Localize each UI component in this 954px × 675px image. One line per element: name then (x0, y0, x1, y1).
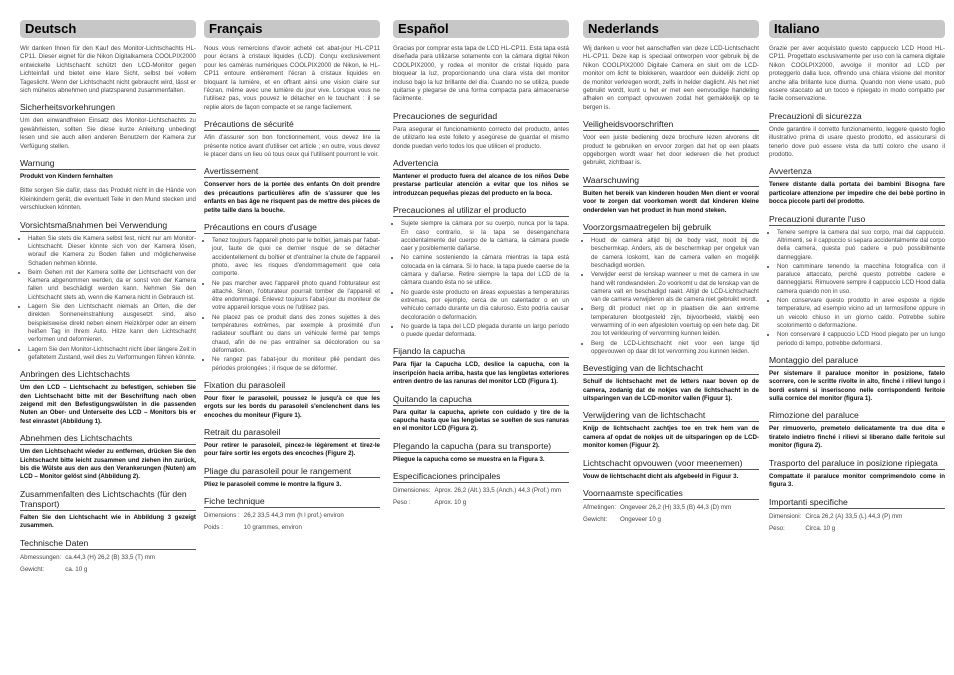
body-text: Voor een juiste bediening deze brochure lezen alvorens dit product te gebruiken en ervoor zorgen dat het op een plaats opgeborgen wordt waar het door iedereen die het product gebruikt, zichtbaar is. (583, 134, 759, 167)
instruction-text: Per rimuoverlo, premetelo delicatamente tra due dita e tiratelo indietro finché i rilievi si liberano dalle feritoie sul monitor (figura 2). (769, 425, 945, 450)
body-text: Onde garantire il corretto funzionamento, leggere questo foglio illustrativo prima di usare questo prodotto, ed assicurarsi di tenerlo dove può essere vista da tutti coloro che usano il prodotto. (769, 125, 945, 159)
spec-row (20, 553, 159, 565)
section-heading: Rimozione del paraluce (769, 410, 945, 422)
list-item: • Lagern Sie den Monitor-Lichtschacht nicht über längere Zeit in gefaltetem Zustand, weil dies zu Verformungen führen könnte. (28, 346, 196, 363)
section-heading: Abnehmen des Lichtschachts (20, 433, 196, 445)
spec-value: ca. 10 g (65, 565, 88, 573)
spec-value: 10 grammes, environ (243, 524, 302, 532)
list-item: • No guarde este producto en áreas expuestas a temperaturas extremas, por ejemplo, cerca de un calentador o en un vehículo cerrado durante un día caluroso. Esto podría causar decoloración o deformación. (401, 289, 569, 322)
list-item: • Ne pas marcher avec l'appareil photo quand l'obturateur est attaché. Sinon, l'obturateur pourrait tomber de l'appareil et être endommagé. Enlevez toujours l'abat-jour du moniteur de votre appareil lorsque vous ne l'utilisez pas. (212, 280, 380, 313)
list-item: • Non camminare tenendo la macchina fotografica con il paraluce attaccato, perché questo potrebbe cadere e danneggiarsi. Rimuovere sempre il cappuccio LCD Hood dalla camera quando non in uso. (777, 263, 945, 296)
section-heading: Pliage du parasoleil pour le rangement (204, 466, 380, 478)
list-item: • Non conservare questo prodotto in aree esposte a rigide temperature, ad esempio vicino ad un termosifone oppure in un veicolo chiuso in un giorno caldo. Potrebbe subire scolorimento o deformazione. (777, 297, 945, 330)
section-heading: Voornaamste specificaties (583, 488, 759, 500)
section-heading: Trasporto del paraluce in posizione ripiegata (769, 458, 945, 470)
section-heading: Precauzioni di sicurezza (769, 111, 945, 123)
spec-value: Aprox. 26,2 (Alt.) 33,5 (Anch.) 44,3 (Prof.) mm (434, 487, 562, 495)
precaution-list (769, 229, 945, 348)
column-deutsch (20, 20, 196, 577)
instruction-text: Para quitar la capucha, apriete con cuidado y tire de la capucha hasta que las lengüetas se suelten de sus ranuras en el monitor LCD (Figura 2). (393, 408, 569, 433)
list-item: • Non conservare il cappuccio LCD Hood piegato per un lungo periodo di tempo, potrebbe deformarsi. (777, 331, 945, 348)
column-italiano (769, 20, 945, 536)
list-item: • Tenere sempre la camera dal suo corpo, mai dal cappuccio. Altrimenti, se il cappuccio si separa accidentalmente dal corpo della camera, questa può cadere e può possibilmente danneggiare. (777, 229, 945, 262)
spec-label: Dimensioni: (769, 512, 802, 520)
section-heading: Fijando la capucha (393, 346, 569, 358)
list-item: • Sujete siempre la cámara por su cuerpo, nunca por la tapa. En caso contrario, si la tapa se desenganchara accidentalmente del cuerpo de la cámara, la cámara puede caer y posiblemente dañarse. (401, 220, 569, 253)
list-item: • Ne rangez pas l'abat-jour du moniteur plié pendant des périodes prolongées ; il risque de se déformer. (212, 356, 380, 373)
instruction-text: Per sistemare il paraluce monitor in posizione, fatelo scorrere, con le scritte rivolte in alto, finché i rilievi lungo i bordi esterni si inseriscono nelle corrispondenti feritoie sulla cornice del monitor (figura 1). (769, 369, 945, 403)
instruction-text: Pliez le parasoleil comme le montre la figure 3. (204, 480, 342, 488)
spec-label: Gewicht: (20, 565, 45, 573)
precaution-list (393, 220, 569, 339)
language-header: Español (393, 20, 569, 38)
spec-value: Ongeveer 26,2 (H) 33,5 (B) 44,3 (D) mm (620, 504, 732, 512)
list-item: • Berg de LCD-Lichtschacht niet voor een lange tijd opgevouwen op daar dit tot vervorming zou kunnen leiden. (591, 340, 759, 357)
instruction-text: Buiten het bereik van kinderen houden Men dient er vooral voor te zorgen dat voorkomen wordt dat kinderen kleine onderdelen van het product in hun mond steken. (583, 189, 759, 214)
instruction-text: Um den Lichtschacht wieder zu entfernen, drücken Sie den Lichtschacht bitte leicht zusammen und ziehen ihn zurück, bis die Wülste aus den aus den Verankerungen (Nuten) am LCD – Monitor gelöst sind (Abbildung 2). (20, 448, 196, 481)
body-text: Afin d'assurer son bon fonctionnement, vous devez lire la présente notice avant d'utiliser cet article ; en outre, vous devez le placer dans un lieu où tous ceux qui l'utilisent pourront le voir. (204, 134, 380, 159)
list-item: • Lagern Sie den Lichtschacht niemals an Orten, die der direkten Sonneneinstrahlung ausgesetzt sind, also beispielsweise direkt neben einem Heizkörper oder an einem heißen Tag in Ihrem Auto. Hitze kann den Lichtschacht verformen und deformieren. (28, 303, 196, 344)
section-heading: Quitando la capucha (393, 394, 569, 406)
spec-label: Abmessungen: (20, 553, 62, 561)
section-heading: Sicherheitsvorkehrungen (20, 102, 196, 114)
list-item: • Tenez toujours l'appareil photo par le boîtier, jamais par l'abat-jour, faute de quoi ce dernier risque de se détacher accidentellement du boîtier et d'entraîner la chute de l'appareil photo, avec les risques d'endommagement que cela comporte. (212, 237, 380, 278)
spec-row (393, 498, 565, 510)
spec-label: Peso: (769, 524, 785, 532)
section-heading: Verwijdering van de lichtschacht (583, 410, 759, 422)
spec-row (393, 486, 565, 498)
section-heading: Précautions de sécurité (204, 119, 380, 131)
instruction-text: Falten Sie den Lichtschacht wie in Abbildung 3 gezeigt zusammen. (20, 513, 196, 530)
spec-value: Ongeveer 10 g (620, 516, 661, 524)
column-francais (204, 20, 380, 535)
section-heading: Plegando la capucha (para su transporte) (393, 441, 569, 453)
instruction-text: Conserver hors de la portée des enfants On doit prendre des précautions particulières afin de s'assurer que les enfants en bas âge ne risquent pas de mettre des pièces de petite taille dans la bouche. (204, 181, 380, 214)
instruction-text: Um den LCD – Lichtschacht zu befestigen, schieben Sie den Lichtschacht bitte mit der Beschriftung nach oben zeigend mit den Befestigungswülsten in die passenden Nuten an Ober- und Unterseite des LCD – Monitors bis er fest einrastet (Abbildung 1). (20, 384, 196, 425)
instruction-text: Mantener el producto fuera del alcance de los niños Debe prestarse particular atención a evitar que los niños se introduzcan pequeñas piezas del producto en la boca. (393, 173, 569, 197)
section-heading: Importanti specifiche (769, 497, 945, 509)
instruction-text: Pliegue la capucha como se muestra en la Figura 3. (393, 455, 545, 463)
precaution-list (20, 235, 196, 362)
section-heading: Montaggio del paraluce (769, 355, 945, 367)
instruction-text: Tenere distante dalla portata dei bambini Bisogna fare particolare attenzione per impedire che dei bebè portino in bocca piccole parti del prodotto. (769, 181, 945, 206)
body-text: Wir danken Ihnen für den Kauf des Monitor-Lichtschachts HL-CP11. Dieser eignet für die Nikon Digitalkamera COOLPIX2000 entwickelte Lichtschacht schützt den LCD-Monitor gegen Lichteinfall und bietet eine klare Sicht, selbst bei vollem Tageslicht. Wenn der Lichtschacht nicht gebraucht wird, lässt er sich mühelos abnehmen und platzsparend zusammenfalten. (20, 45, 196, 95)
spec-table (20, 553, 159, 577)
language-header: Deutsch (20, 20, 196, 38)
list-item: • No camine sosteniendo la cámara mientras la tapa está colocada en la cámara. Si lo hace, la tapa puede caerse de la cámara y dañarse. Retire siempre la tapa del LCD de la cámara cuando ésta no se utilice. (401, 254, 569, 287)
section-heading: Avvertenza (769, 166, 945, 178)
section-heading: Voorzorgsmaatregelen bij gebruik (583, 222, 759, 234)
spec-label: Poids : (204, 524, 223, 532)
body-text: Nous vous remercions d'avoir acheté cet abat-jour HL-CP11 pour écrans à cristaux liquides (LCD). Conçu exclusivement pour les caméras numériques COOLPIX2000 de Nikon, le HL-CP11 entoure entièrement l'écran à cristaux liquides en bloquant la lumière, et en offrant ainsi une vision claire sur l'écran, même avec une lumière du jour vive. Lorsque vous ne l'utilisez pas, vous pouvez le détacher en le touchant : il se replie alors de façon compacte et se range facilement. (204, 45, 380, 111)
section-heading: Technische Daten (20, 538, 196, 550)
list-item: • No guarde la tapa del LCD plegada durante un largo período o puede quedar deformada. (401, 323, 569, 340)
instruction-text: Pour retirer le parasoleil, pincez-le légèrement et tirez-le pour faire sortir les ergots des encoches (Figure 2). (204, 442, 380, 458)
instruction-text: Schuif de lichtschacht met de letters naar boven op de camera, zodanig dat de nokjes van de lichtschacht in de uitsparingen van de LCD-monitor vallen (Figuur 1). (583, 378, 759, 403)
spec-table (204, 511, 348, 535)
spec-row (583, 503, 735, 515)
section-heading: Retrait du parasoleil (204, 427, 380, 439)
body-text: Um den einwandfreien Einsatz des Monitor-Lichtschachts zu gewährleisten, sollten Sie diese kurze Anleitung unbedingt lesen und sie auch allen anderen Benutzern der Kamera zur Verfügung stellen. (20, 117, 196, 150)
instruction-text: Pour fixer le parasoleil, poussez le jusqu'à ce que les ergots sur les bords du parasoleil s'enclenchent dans les encoches du moniteur (Figure 1). (204, 394, 380, 419)
instruction-text: Knijp de lichtschacht zachtjes toe en trek hem van de camera af opdat de nokjes uit de uitsparingen op de LCD-monitor komen (Figuur 2). (583, 425, 759, 450)
section-heading: Bevestiging van de lichtschacht (583, 363, 759, 375)
body-text: Wij danken u voor het aanschaffen van deze LCD-Lichtschacht HL-CP11. Deze kap is speciaal ontworpen voor gebruik bij de Nikon COOLPIX2000 Digitale Camera en sluit om de LCD-monitor om licht te blokkeren, waardoor een duidelijk zicht op de monitor verkregen wordt, zelfs in helder daglicht. Als het niet gebruikt wordt, kunt u het er met een eenvoudige handeling afhalen en compact opvouwen zodat het gemakkelijk op te bergen is. (583, 45, 759, 111)
body-text: Bitte sorgen Sie dafür, dass das Produkt nicht in die Hände von Kleinkindern gerät, die eventuell Teile in den Mund stecken und verschlucken könnten. (20, 187, 196, 212)
section-heading: Fixation du parasoleil (204, 380, 380, 392)
list-item: • Houd de camera altijd bij de body vast, nooit bij de beschermkap. Anders, als de beschermkap per ongeluk van de camera loskomt, kan de camera vallen en mogelijk beschadigd worden. (591, 237, 759, 270)
list-item: • Ne placez pas ce produit dans des zones sujettes à des températures extrêmes, par exemple à proximité d'un radiateur soufflant ou dans un véhicule fermé par temps chaud, afin de ne pas entraîner sa décoloration ou sa déformation. (212, 314, 380, 355)
spec-value: Circa. 10 g (805, 524, 836, 532)
column-nederlands (583, 20, 759, 527)
section-heading: Precauciones de seguridad (393, 111, 569, 123)
spec-table (393, 486, 565, 510)
precaution-list (204, 237, 380, 373)
spec-value: ca.44,3 (H) 26,2 (B) 33,5 (T) mm (65, 553, 156, 561)
section-heading: Warnung (20, 158, 196, 170)
section-heading: Waarschuwing (583, 175, 759, 187)
section-heading: Precauciones al utilizar el producto (393, 205, 569, 217)
instruction-text: Produkt von Kindern fernhalten (20, 173, 113, 181)
section-heading: Anbringen des Lichtschachts (20, 369, 196, 381)
section-heading: Especificaciones principales (393, 471, 569, 483)
spec-label: Peso : (393, 499, 411, 507)
instruction-text: Compattate il paraluce monitor comprimendolo come in figura 3. (769, 472, 945, 489)
body-text: Grazie per aver acquistato questo cappuccio LCD Hood HL-CP11. Progettato esclusivamente per uso con la camera digitale Nikon COOLPIX2000, avvolge il monitor ad LCD per proteggerlo dalla luce, offrendo una chiara visione del monitor anche alla brillante luce diurna. Quando non viene usato, può essere staccato ad un tocco e ripiegato in modo compatto per facile conservazione. (769, 45, 945, 103)
language-header: Français (204, 20, 380, 38)
spec-row (204, 511, 348, 523)
language-header: Italiano (769, 20, 945, 38)
instruction-text: Vouw de lichtschacht dicht als afgebeeld in Figuur 3. (583, 472, 739, 480)
list-item: • Verwijder eerst de lenskap wanneer u met de camera in uw hand wilt rondwandelen. Zo voorkomt u dat de lenskap van de camera valt en beschadigd raakt. Altijd de LCD-Lichtschacht van de camera verwijderen als de camera niet gebruikt wordt. (591, 271, 759, 304)
list-item: • Berg dit product niet op in plaatsen die aan extreme temperaturen blootgesteld zijn, bijvoorbeeld, vlakbij een verwarming of in een afgesloten voertuig op een hete dag. Dit zou tot verkleuring of vervorming kunnen leiden. (591, 305, 759, 338)
spec-row (769, 524, 906, 536)
instruction-text: Para fijar la Capucha LCD, deslice la capucha, con la inscripción hacia arriba, hasta que las lengüetas exteriores entren dentro de las ranuras del monitor LCD (Figura 1). (393, 361, 569, 386)
list-item: • Beim Gehen mit der Kamera sollte der Lichtschacht von der Kamera abgenommen werden, da er sonst von der Kamera fallen und beschädigt werden kann. Nehmen Sie den Lichtschacht stets ab, wenn die Kamera nicht in Gebrauch ist. (28, 269, 196, 302)
list-item: • Halten Sie stets die Kamera selbst fest, nicht nur am Monitor-Lichtschacht. Dieser könnte sich von der Kamera lösen, worauf die Kamera zu Boden fallen und möglicherweise Schaden nehmen könnte. (28, 235, 196, 268)
section-heading: Zusammenfalten des Lichtschachts (für den Transport) (20, 489, 196, 511)
section-heading: Avertissement (204, 166, 380, 178)
spec-row (583, 515, 735, 527)
spec-value: Circa 26,2 (A) 33,5 (L) 44,3 (P) mm (805, 512, 903, 520)
section-heading: Fiche technique (204, 496, 380, 508)
precaution-list (583, 237, 759, 356)
spec-row (769, 512, 906, 524)
spec-row (204, 523, 348, 535)
column-espanol (393, 20, 569, 510)
spec-row (20, 565, 159, 577)
body-text: Gracias por comprar esta tapa de LCD HL-CP11. Esta tapa está diseñada para utilizarse solamente con la cámara digital Nikon COOLPIX2000, y rodea el monitor de cristal líquido para bloquear la luz, proporcionando una clara vista del monitor incluso bajo la luz brillante del día. Cuando no se utiliza, puede quitarse y plegarse de una forma compacta para almacenarse fácilmente. (393, 45, 569, 103)
spec-value: 26,2 33,5 44,3 mm (h l prof.) environ (243, 512, 344, 520)
spec-table (769, 512, 906, 536)
language-header: Nederlands (583, 20, 759, 38)
section-heading: Precauzioni durante l'uso (769, 214, 945, 226)
spec-value: Aprox. 10 g (434, 499, 467, 507)
section-heading: Veiligheidsvoorschriften (583, 119, 759, 131)
section-heading: Lichtschacht opvouwen (voor meenemen) (583, 458, 759, 470)
spec-label: Dimensions : (204, 512, 240, 520)
spec-label: Afmetingen: (583, 504, 617, 512)
spec-label: Dimensiones: (393, 487, 431, 495)
body-text: Para asegurar el funcionamiento correcto del producto, antes de utilizarlo lea este folleto y asegúrese de guardar el mismo donde puedan verlo todos los que utilicen el producto. (393, 125, 569, 150)
section-heading: Advertencia (393, 158, 569, 170)
spec-table (583, 503, 735, 527)
spec-label: Gewicht: (583, 516, 608, 524)
section-heading: Vorsichtsmaßnahmen bei Verwendung (20, 220, 196, 232)
section-heading: Précautions en cours d'usage (204, 222, 380, 234)
